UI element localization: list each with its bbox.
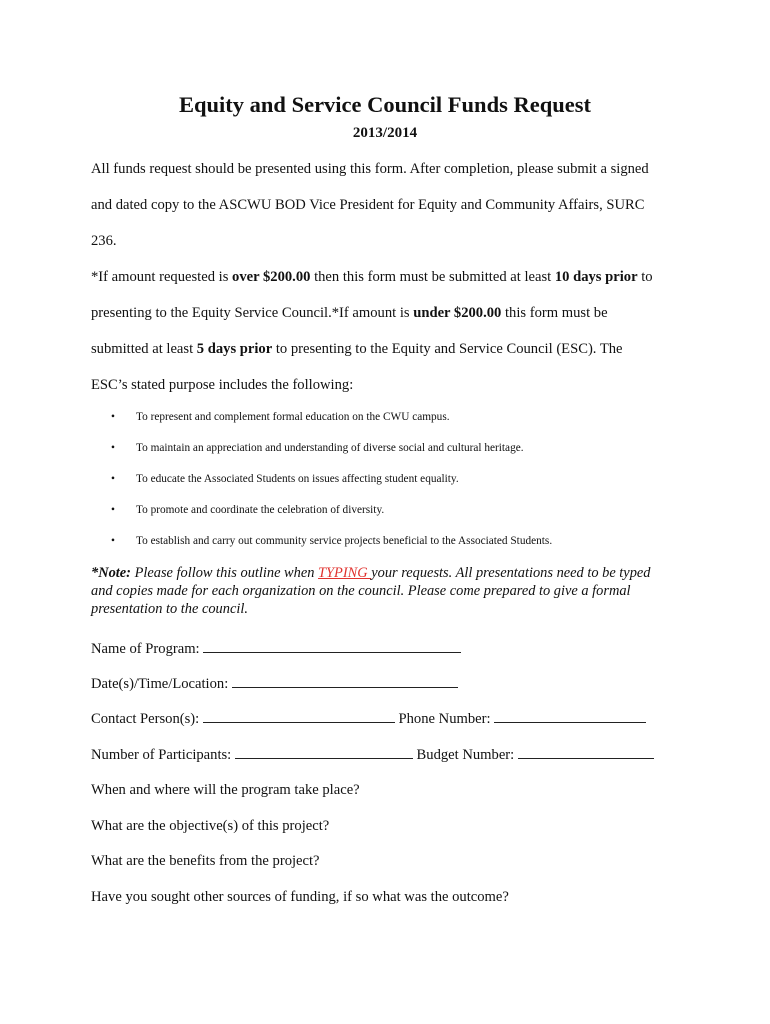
intro-line-3: 236. bbox=[91, 233, 117, 249]
deadline-text: submitted at least bbox=[91, 341, 197, 357]
question-benefits: What are the benefits from the project? bbox=[91, 853, 320, 869]
bullet-icon: • bbox=[111, 535, 115, 547]
academic-year: 2013/2014 bbox=[352, 125, 418, 141]
date-time-location-label: Date(s)/Time/Location: bbox=[91, 676, 232, 692]
budget-number-label: Budget Number: bbox=[412, 747, 518, 763]
contact-persons-label: Contact Person(s): bbox=[91, 711, 203, 727]
intro-line-2: and dated copy to the ASCWU BOD Vice President for Equity and Community Affairs, SURC bbox=[91, 197, 645, 213]
program-name-row bbox=[91, 640, 461, 658]
over-amount: over $200.00 bbox=[232, 269, 311, 285]
form-title: Equity and Service Council Funds Request bbox=[179, 92, 591, 117]
intro-line-1: All funds request should be presented using this form. After completion, please submit a signed bbox=[91, 161, 649, 177]
bullet-icon: • bbox=[111, 442, 115, 454]
note-line-2: and copies made for each organization on the council. Please come prepared to give a formal bbox=[91, 583, 631, 599]
note-text: Please follow this outline when bbox=[130, 565, 319, 581]
note-line-1 bbox=[91, 565, 650, 582]
note-label: *Note: bbox=[91, 565, 131, 581]
participants-field[interactable] bbox=[235, 746, 413, 759]
five-days-prior: 5 days prior bbox=[196, 341, 273, 357]
participants-label: Number of Participants: bbox=[91, 747, 235, 763]
note-line-3: presentation to the council. bbox=[91, 601, 248, 617]
contact-row bbox=[91, 710, 646, 728]
program-name-label: Name of Program: bbox=[91, 641, 204, 657]
question-objectives: What are the objective(s) of this project? bbox=[91, 818, 330, 834]
phone-number-label: Phone Number: bbox=[394, 711, 495, 727]
deadline-text: presenting to the Equity Service Council.*If amount is bbox=[91, 305, 414, 321]
under-amount: under $200.00 bbox=[413, 305, 502, 321]
deadline-text: to bbox=[637, 269, 653, 285]
typing-emphasis: TYPING bbox=[318, 565, 372, 581]
deadline-line-2 bbox=[91, 305, 608, 322]
ten-days-prior: 10 days prior bbox=[554, 269, 638, 285]
purpose-intro: ESC’s stated purpose includes the following: bbox=[91, 377, 354, 393]
note-text: your requests. All presentations need to be typed bbox=[371, 565, 651, 581]
form-page: Equity and Service Council Funds Request 2013/2014 All funds request should be presented using this form. After completion, please submit a signed and dated copy to the ASCWU BOD Vice President for Equity and Community Affairs, SURC 236. *If amount requested is over $200.00 then this form must be submitted at least 10 days prior to presenting to the Equity Service Council.*If amount is under $200.00 this form must be submitted at least 5 days prior to presenting to the Equity and Service Council (ESC). The ESC’s stated purpose includes the following: • To represent and complement formal education on the CWU campus. • To maintain an appreciation and understanding of diverse social and cultural heritage. • To educate the Associated Students on issues affecting student equality. • To promote and coordinate the celebration of diversity. • To establish and carry out community service projects beneficial to the Associated Students. *Note: Please follow this outline when TYPING your requests. All presentations need to be typed and copies made for each organization on the council. Please come prepared to give a formal presentation to the council. Name of Program: Date(s)/Time/Location: Contact Person(s): Phone Number: Number of Participants: Budget Number: When and where will the program take place? What are the objective(s) of this project? What are the benefits from the project? Have you sought other sources of funding, if so what was the outcome? bbox=[0, 0, 770, 1024]
bullet-icon: • bbox=[111, 411, 115, 423]
bullet-icon: • bbox=[111, 473, 115, 485]
question-other-funding: Have you sought other sources of funding, if so what was the outcome? bbox=[91, 889, 509, 905]
deadline-text: *If amount requested is bbox=[91, 269, 233, 285]
question-when-where: When and where will the program take place? bbox=[91, 782, 360, 798]
participants-row bbox=[91, 746, 654, 764]
deadline-text: then this form must be submitted at least bbox=[310, 269, 555, 285]
deadline-line-3 bbox=[91, 341, 623, 358]
date-time-location-row bbox=[91, 675, 458, 693]
deadline-text: to presenting to the Equity and Service Council (ESC). The bbox=[272, 341, 623, 357]
date-time-location-field[interactable] bbox=[232, 675, 458, 688]
bullet-icon: • bbox=[111, 504, 115, 516]
deadline-line-1 bbox=[91, 269, 653, 286]
deadline-text: this form must be bbox=[501, 305, 608, 321]
program-name-field[interactable] bbox=[203, 640, 461, 653]
contact-persons-field[interactable] bbox=[203, 710, 395, 723]
phone-number-field[interactable] bbox=[494, 710, 646, 723]
budget-number-field[interactable] bbox=[518, 746, 654, 759]
